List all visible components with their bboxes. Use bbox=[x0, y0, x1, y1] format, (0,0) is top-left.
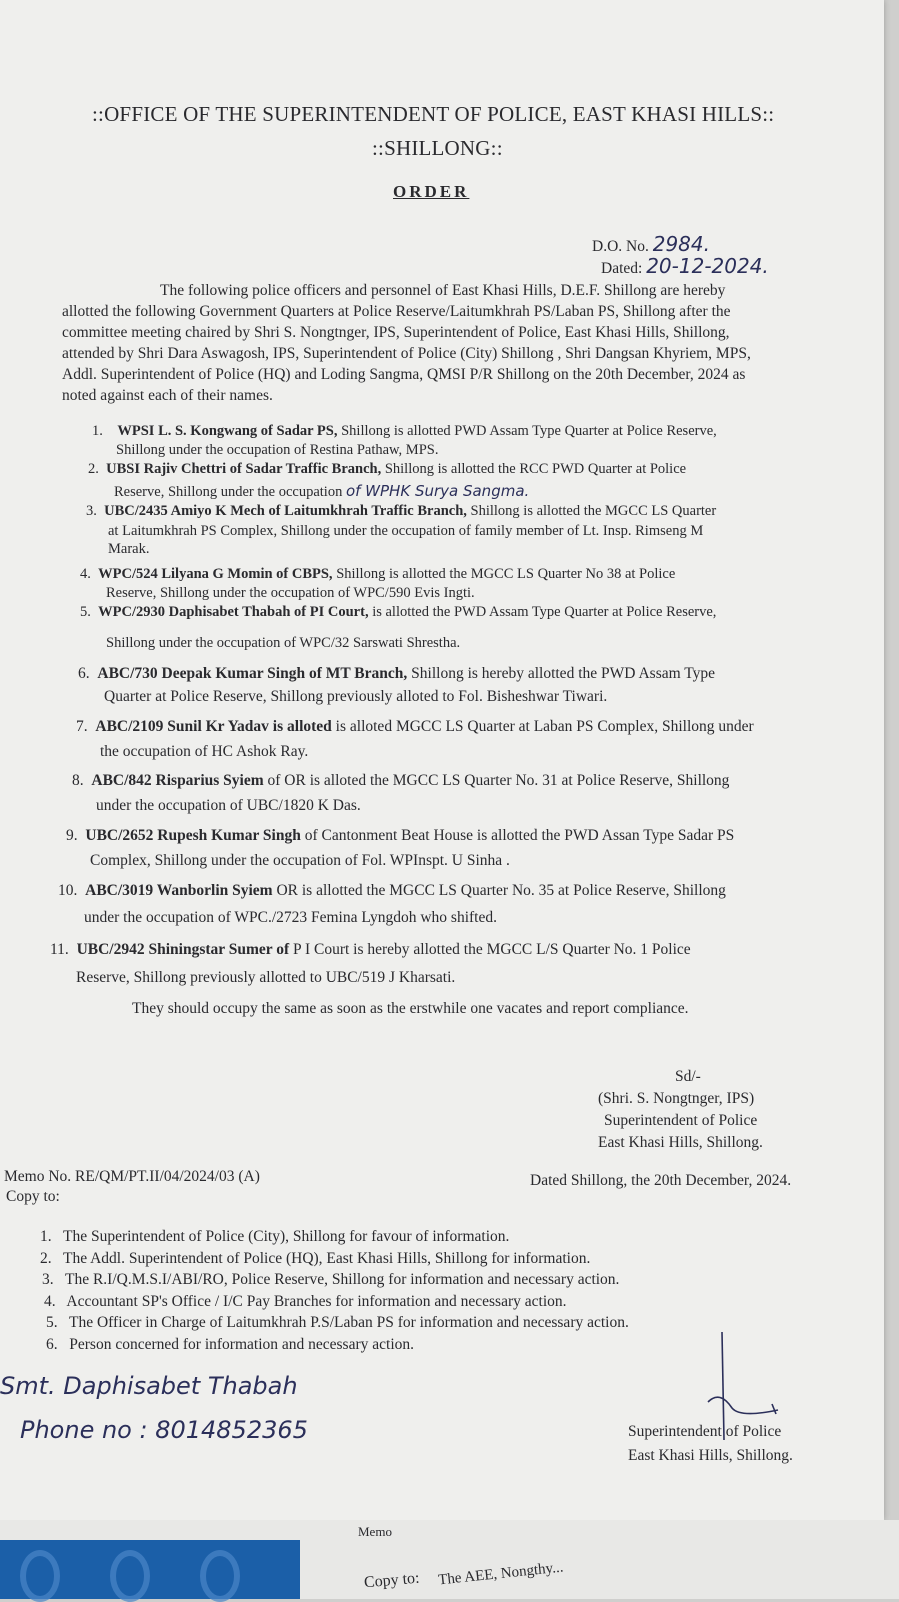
list-item-cont: the occupation of HC Ashok Ray. bbox=[100, 743, 309, 760]
signatory-title: Superintendent of Police bbox=[604, 1112, 758, 1129]
list-item: 9. UBC/2652 Rupesh Kumar Singh of Cantonment Beat House is allotted the PWD Assan Type Sadar PS bbox=[66, 827, 735, 844]
list-item: 6. ABC/730 Deepak Kumar Singh of MT Branch, Shillong is hereby allotted the PWD Assam Type bbox=[78, 665, 716, 682]
signatory-name: (Shri. S. Nongtnger, IPS) bbox=[598, 1090, 755, 1107]
list-item-cont: Reserve, Shillong previously allotted to UBC/519 J Kharsati. bbox=[76, 969, 456, 986]
background-object bbox=[0, 1540, 300, 1599]
office-header-line2: ::SHILLONG:: bbox=[372, 136, 503, 160]
list-item-cont: under the occupation of WPC./2723 Femina Lyngdoh who shifted. bbox=[84, 909, 497, 926]
signatory-place: East Khasi Hills, Shillong. bbox=[598, 1134, 763, 1151]
sign2-title: Superintendent of Police bbox=[628, 1423, 782, 1440]
list-item: 4. WPC/524 Lilyana G Momin of CBPS, Shillong is allotted the MGCC LS Quarter No 38 at Police bbox=[80, 566, 676, 582]
copy-item: 3. The R.I/Q.M.S.I/ABI/RO, Police Reserve, Shillong for information and necessary action. bbox=[42, 1271, 620, 1288]
copy-item: 4. Accountant SP's Office / I/C Pay Branches for information and necessary action. bbox=[44, 1293, 567, 1310]
dated: Dated: 20-12-2024. bbox=[601, 254, 769, 278]
handwritten-phone: Phone no : 8014852365 bbox=[20, 1416, 308, 1444]
sign2-place: East Khasi Hills, Shillong. bbox=[628, 1447, 793, 1464]
intro-line: noted against each of their names. bbox=[62, 387, 273, 404]
list-item: 2. UBSI Rajiv Chettri of Sadar Traffic Branch, Shillong is allotted the RCC PWD Quarter at Police bbox=[88, 461, 687, 477]
copy-item: 2. The Addl. Superintendent of Police (HQ), East Khasi Hills, Shillong for information. bbox=[40, 1250, 591, 1267]
office-header-line1: ::OFFICE OF THE SUPERINTENDENT OF POLICE, EAST KHASI HILLS:: bbox=[92, 102, 775, 126]
list-item-cont: Quarter at Police Reserve, Shillong previously alloted to Fol. Bisheshwar Tiwari. bbox=[104, 688, 608, 705]
copy-item: 6. Person concerned for information and necessary action. bbox=[46, 1336, 414, 1353]
next-page-aee: The AEE, Nongthy... bbox=[437, 1559, 565, 1589]
list-item: 7. ABC/2109 Sunil Kr Yadav is alloted is alloted MGCC LS Quarter at Laban PS Complex, Shillong under bbox=[76, 718, 754, 735]
copy-to-label: Copy to: bbox=[6, 1188, 60, 1205]
handwritten-name: Smt. Daphisabet Thabah bbox=[0, 1372, 298, 1400]
list-item-cont: Marak. bbox=[108, 541, 150, 557]
memo-number: Memo No. RE/QM/PT.II/04/2024/03 (A) bbox=[4, 1168, 260, 1185]
intro-line: committee meeting chaired by Shri S. Nongtnger, IPS, Superintendent of Police, East Khasi Hills, Shillong, bbox=[62, 324, 730, 341]
list-item: 11. UBC/2942 Shiningstar Sumer of P I Court is hereby allotted the MGCC L/S Quarter No. 1 Police bbox=[50, 941, 691, 958]
intro-line: attended by Shri Dara Aswagosh, IPS, Superintendent of Police (City) Shillong , Shri Dangsan Khyriem, MPS, bbox=[62, 345, 751, 362]
list-item: 5. WPC/2930 Daphisabet Thabah of PI Court, is allotted the PWD Assam Type Quarter at Police Reserve, bbox=[80, 604, 717, 620]
next-page-memo: Memo bbox=[358, 1524, 392, 1539]
list-item-cont: Reserve, Shillong under the occupation of WPC/590 Evis Ingti. bbox=[106, 585, 475, 601]
list-item-cont: Shillong under the occupation of Restina Pathaw, MPS. bbox=[116, 442, 439, 458]
sd-mark: Sd/- bbox=[675, 1068, 701, 1085]
list-item: 8. ABC/842 Risparius Syiem of OR is alloted the MGCC LS Quarter No. 31 at Police Reserve, Shillong bbox=[72, 772, 730, 789]
do-number: D.O. No. 2984. bbox=[592, 232, 710, 256]
list-item-cont: at Laitumkhrah PS Complex, Shillong under the occupation of family member of Lt. Insp. Rimseng M bbox=[108, 523, 704, 539]
copy-item: 5. The Officer in Charge of Laitumkhrah P.S/Laban PS for information and necessary action. bbox=[46, 1314, 629, 1331]
list-item-cont: Reserve, Shillong under the occupation of WPHK Surya Sangma. bbox=[114, 482, 530, 500]
copy-item: 1. The Superintendent of Police (City), Shillong for favour of information. bbox=[40, 1228, 510, 1245]
intro-line: The following police officers and personnel of East Khasi Hills, D.E.F. Shillong are hereby bbox=[160, 282, 726, 299]
intro-line: allotted the following Government Quarters at Police Reserve/Laitumkhrah PS/Laban PS, Shillong after the bbox=[62, 303, 731, 320]
list-item-cont: Shillong under the occupation of WPC/32 Sarswati Shrestha. bbox=[106, 635, 461, 651]
closing-line: They should occupy the same as soon as the erstwhile one vacates and report compliance. bbox=[132, 1000, 689, 1017]
intro-line: Addl. Superintendent of Police (HQ) and Loding Sangma, QMSI P/R Shillong on the 20th December, 2024 as bbox=[62, 366, 746, 383]
order-heading: ORDER bbox=[393, 182, 470, 201]
list-item-cont: under the occupation of UBC/1820 K Das. bbox=[96, 797, 361, 814]
memo-dated: Dated Shillong, the 20th December, 2024. bbox=[530, 1172, 792, 1189]
list-item: 1. WPSI L. S. Kongwang of Sadar PS, Shillong is allotted PWD Assam Type Quarter at Police Reserve, bbox=[92, 423, 717, 439]
list-item: 3. UBC/2435 Amiyo K Mech of Laitumkhrah Traffic Branch, Shillong is allotted the MGCC LS Quarter bbox=[86, 503, 717, 519]
list-item: 10. ABC/3019 Wanborlin Syiem OR is allotted the MGCC LS Quarter No. 35 at Police Reserve, Shillong bbox=[58, 882, 726, 899]
list-item-cont: Complex, Shillong under the occupation of Fol. WPInspt. U Sinha . bbox=[90, 852, 510, 869]
next-page-copy-to: Copy to: bbox=[363, 1569, 421, 1592]
